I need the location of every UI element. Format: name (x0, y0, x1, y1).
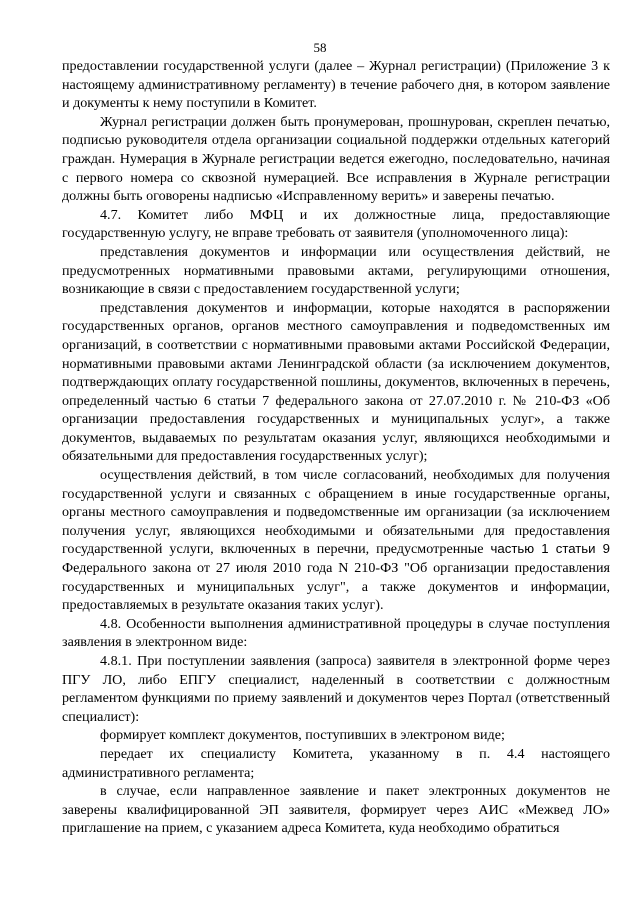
paragraph-item-transfers-to-specialist: передает их специалисту Комитета, указанному в п. 4.4 настоящего административного регламента; (62, 745, 610, 781)
paragraph-journal-registration-intro: предоставлении государственной услуги (далее – Журнал регистрации) (Приложение 3 к настоящему административному регламенту) в течение рабочего дня, в котором заявление и документы к нему поступили в Комитет. (62, 58, 610, 112)
paragraph-section-4-8: 4.8. Особенности выполнения административной процедуры в случае поступления заявления в электронном виде: (62, 615, 610, 651)
body-text (62, 57, 610, 838)
paragraph-item-documents-in-possession: представления документов и информации, которые находятся в распоряжении государственных органов, органов местного самоуправления и подведомственных им организаций, в соответствии с нормативными правовыми актами Российской Федерации, нормативными правовыми актами Ленинградской области (за исключением документов, подтверждающих оплату государственной пошлины, документов, включенных в перечень, определенный частью 6 статьи 7 федерального закона от 27.07.2010 г. № 210-ФЗ «Об организации предоставления государственных и муниципальных услуг», а также документов, выдаваемых по результатам оказания услуг, являющихся необходимыми и обязательными для предоставления государственных услуг); (62, 299, 610, 465)
paragraph-item-documents-not-required: представления документов и информации или осуществления действий, не предусмотренных нормативными правовыми актами, регулирующими отношения, возникающие в связи с предоставлением государственной услуги; (62, 243, 610, 298)
paragraph-text-part: осуществления действий, в том числе согласований, необходимых для получения государственной услуги и связанных с обращением в иные государственные органы, органы местного самоуправления и подведомственные им организации (за исключением получения услуг, являющихся необходимыми и обязательными для предоставления государственной услуги, включенных в перечни, предусмотренные (62, 467, 610, 558)
paragraph-journal-requirements: Журнал регистрации должен быть пронумерован, прошнурован, скреплен печатью, подписью руководителя отдела организации социальной поддержки отдельных категорий граждан. Нумерация в Журнале регистрации ведется ежегодно, последовательно, начиная с первого номера со сквозной нумерацией. Все исправления в Журнале регистрации должны быть оговорены надписью «Исправленному верить» и заверены печатью. (62, 113, 610, 205)
paragraph-section-4-7: 4.7. Комитет либо МФЦ и их должностные лица, предоставляющие государственную услугу, не вправе требовать от заявителя (уполномоченного лица): (62, 206, 610, 242)
paragraph-item-actions-approvals (62, 466, 610, 615)
paragraph-section-4-8-1: 4.8.1. При поступлении заявления (запроса) заявителя в электронной форме через ПГУ ЛО, либо ЕПГУ специалист, наделенный в соответствии с должностным регламентом функциями по приему заявлений и документов через Портал (ответственный специалист): (62, 653, 610, 725)
page-number: 58 (313, 40, 327, 55)
law-reference-text: частью 1 статьи 9 (490, 541, 610, 557)
paragraph-item-forms-package: формирует комплект документов, поступивших в электроном виде; (100, 727, 505, 744)
paragraph-item-unsigned-application: в случае, если направленное заявление и пакет электронных документов не заверены квалифицированной ЭП заявителя, формирует через АИС «Межвед ЛО» приглашение на прием, с указанием адреса Комитета, куда необходимо обратиться (62, 783, 610, 837)
paragraph-text-part: Федерального закона от 27 июля 2010 года N 210-ФЗ "Об организации предоставления государственных и муниципальных услуг", а также документов и информации, предоставляемых в результате оказания таких услуг). (62, 560, 610, 614)
